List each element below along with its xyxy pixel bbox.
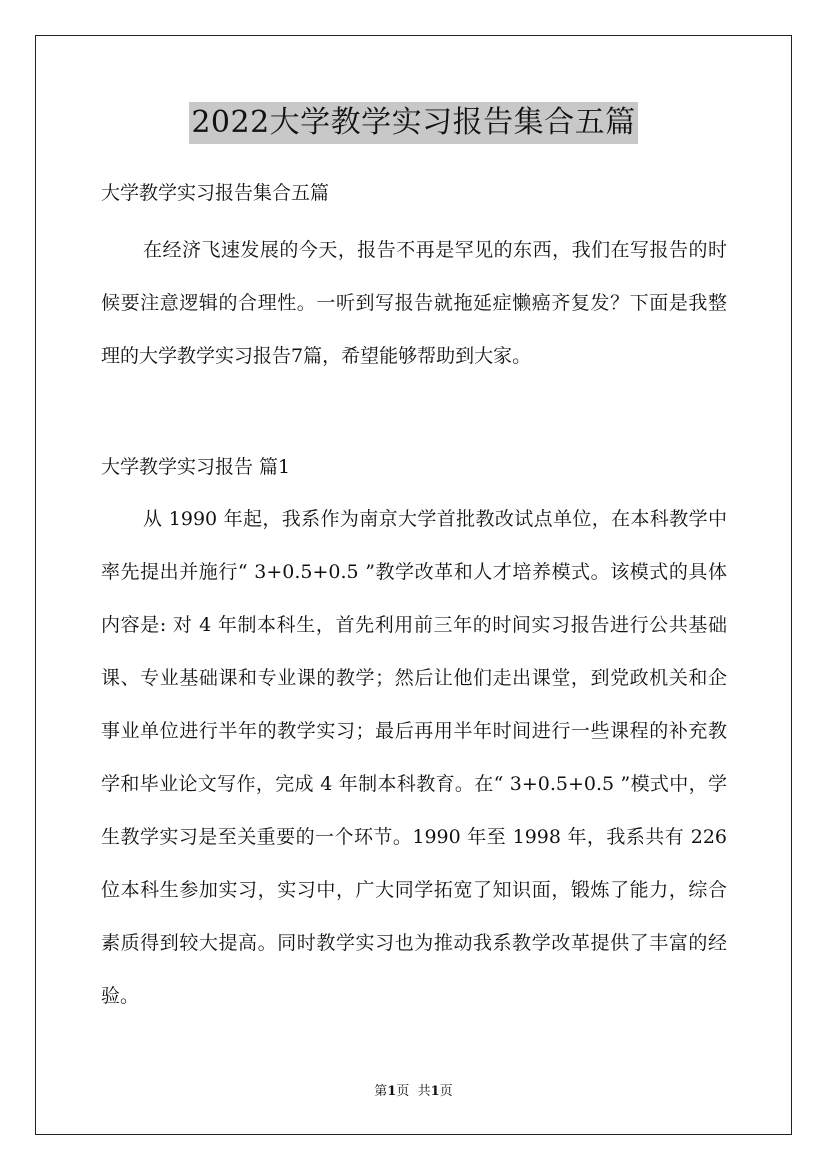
footer-page-suffix: 页 [396,1084,410,1099]
footer-total-prefix: 共 [417,1084,431,1099]
footer-total-number: 1 [430,1084,440,1099]
footer-page-number: 1 [387,1084,397,1099]
page-footer [0,1083,827,1101]
document-subtitle: 大学教学实习报告集合五篇 [101,182,330,204]
title-container [0,102,827,144]
document-title: 2022大学教学实习报告集合五篇 [189,102,637,144]
footer-total-suffix: 页 [439,1084,453,1099]
section-heading: 大学教学实习报告 篇1 [101,456,291,478]
section-body-paragraph: 从 1990 年起，我系作为南京大学首批教改试点单位，在本科教学中率先提出并施行“ 3+0.5+0.5 ”教学改革和人才培养模式。该模式的具体内容是: 对 4 年制本科生，首先利用前三年的时间实习报告进行公共基础课、专业基础课和专业课的教学；然后让他们走出课堂，到党政机关和企事业单位进行半年的教学实习；最后再用半年时间进行一些课程的补充教学和毕业论文写作，完成 4 年制本科教育。在“ 3+0.5+0.5 ”模式中，学生教学实习是至关重要的一个环节。1990 年至 1998 年，我系共有 226 位本科生参加实习，实习中，广大同学拓宽了知识面，锻炼了能力，综合素质得到较大提高。同时教学实习也为推动我系教学改革提供了丰富的经验。 [101,508,727,1007]
intro-paragraph: 在经济飞速发展的今天，报告不再是罕见的东西，我们在写报告的时候要注意逻辑的合理性。一听到写报告就拖延症懒癌齐复发？下面是我整理的大学教学实习报告7篇，希望能够帮助到大家。 [101,239,727,367]
footer-page-prefix: 第 [374,1084,388,1099]
